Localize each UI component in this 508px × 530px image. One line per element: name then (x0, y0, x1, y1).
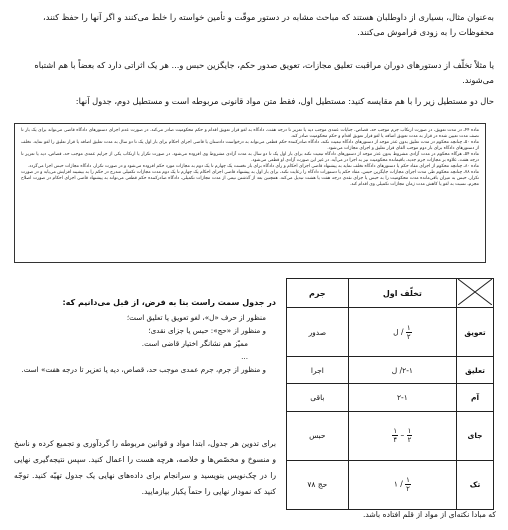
table-explanation (14, 296, 276, 376)
first-violation-cell: ۲-۱/ ل (348, 357, 456, 384)
fraction (407, 427, 413, 444)
article-78: ماده ۷۸ـ چنانچه محکوم طی مدت اجرای مجازات جایگزین حبس، مفاد حکم یا دستورات دادگاه را رعایت نکند، برای بار اول به پیشنهاد قاضی اجرای احکام یک چهارم تا یک دوم مدت مجازات تکمیلی مندرج در حکم را به بیشینه افزایش می‌یابد و در صورت تکرار، حبس به میزان باقی‌مانده مدت محکومیت را به حبس یا جزای نقدی درجه هفت یا هشت تبدیل می‌کند. همچنین بعد از گذشتن نیمی از مدت مجازات تکمیلی، دادگاه صادرکننده حکم قطعی می‌تواند به پیشنهاد قاضی اجرای احکام در صورت اصلاح مجرم، نسبت به لغو یا کاهش مدت زمان مجازات تکمیلی وی اقدام کند. (21, 170, 480, 188)
first-violation-cell (348, 411, 456, 460)
cell-text: / ۱ (393, 479, 403, 489)
row-label: تک (457, 460, 494, 509)
intro-paragraph-2: یا مثلاً تخلّف از دستورهای دوران مراقبت تعلیق مجازات، تعویق صدور حکم، جایگزین حبس و... هر یک اثراتی دارد که بعضاً با هم اشتباه می‌شوند. (34, 60, 494, 85)
diagonal-cross-icon (458, 279, 492, 305)
fraction-numerator: ۱ (406, 323, 411, 332)
article-80: ماده ۸۰ـ چنانچه محکوم از اجرای مفاد حکم یا دستورهای دادگاه تخلف نماید به پیشنهاد قاضی اجرای احکام و رأی دادگاه برای بار نخست یک چهارم تا یک دوم به مجازات مورد حکم افزوده می‌شود و در صورت تکرار، دادگاه مجازات حبس اجرا می‌گردد. (27, 164, 479, 170)
table-row (287, 357, 494, 384)
header-crime: جرم (287, 279, 349, 308)
explanation-line: و منظور از «حج»: حبس یا جزای نقدی؛ (148, 326, 266, 335)
bottom-paragraph: برای تدوین هر جدول، ابتدا مواد و قوانین مربوطه را گردآوری و تجمیع کرده و ناسخ و منسوخ و مخصّص‌ها و خلاصه، هرچه هست را اعمال کنید. سپس نتیجه‌گیری نهایی را در چک‌نویس بنویسید و سرانجام برای داده‌های نهایی یک جدول تهیّه کنید. توجّه کنید که نمودار نهایی را حتماً یکبار بیازمایید. (14, 439, 276, 496)
row-label: تعویق (457, 308, 494, 357)
crime-cell: صدور (287, 308, 349, 357)
article-44: ماده ۴۴ـ در مدت تعویق، در صورت ارتکاب جرم موجب حد، قصاص، جنایات عمدی موجب دیه یا تعزیر تا درجه هفت، دادگاه به لغو قرار تعویق اقدام و حکم محکومیت صادر می‌کند. در صورت عدم اجرای دستورهای دادگاه قاضی می‌تواند برای یک بار تا نصف مدت تعیین شده در قرار به مدت تعویق اضافه یا لغو قرار تعویق اقدام و حکم محکومیت صادر کند. (21, 128, 479, 140)
article-54: ماده ۵۴ـ هرگاه محکوم در مدت آزادی مشروط بدون عذر موجه از دستورهای دادگاه تبعیت نکند برای بار اول یک تا دو سال به مدت آزادی مشروط وی افزوده می‌شود. در صورت تکرار یا ارتکاب یکی از جرایم عمدی موجب حد، قصاص، دیه یا تعزیر تا درجه هفت، علاوه بر مجازات جرم جدید، باقیمانده محکومیت نیز به اجرا در می‌آید. در غیر این صورت آزادی او قطعی می‌شود. (21, 152, 480, 164)
violations-table (286, 278, 494, 510)
first-violation-cell (348, 460, 456, 509)
row-label: جای (457, 411, 494, 460)
fraction-denominator: ۲ (406, 332, 411, 341)
fraction (392, 427, 398, 444)
crime-cell: اجرا (287, 357, 349, 384)
row-label: تعلیق (457, 357, 494, 384)
crime-cell: حج ۷۸ (287, 460, 349, 509)
table-header-row (287, 279, 494, 308)
fraction (406, 324, 412, 341)
table-row (287, 384, 494, 411)
fraction-denominator: ۴ (393, 436, 398, 445)
tail-line: که مبادا نکته‌ای از مواد از قلم افتاده باشد. (362, 510, 496, 519)
crime-cell: حبس (287, 411, 349, 460)
explanation-line: ... (241, 352, 248, 361)
table-row (287, 411, 494, 460)
intro-paragraph-3: حال دو مستطیل زیر را با هم مقایسه کنید: مستطیل اول، فقط متن مواد قانونی مربوطه است و مستطیل دوم، جدول آنها: (75, 96, 494, 106)
law-articles-box (14, 123, 486, 263)
dash-icon: – (400, 430, 405, 440)
corner-cell (457, 279, 494, 308)
fraction-denominator: ۲ (406, 485, 410, 494)
cell-text: / ل (393, 327, 404, 337)
explanation-heading: در جدول سمت راست بنا به فرض، از قبل می‌دانیم که: (62, 298, 276, 307)
explanation-line: و منظور از جرم، جرم عمدی موجب حد، قصاص، دیه یا تعزیر تا درجه هفت» است. (21, 365, 266, 374)
row-label: آم (457, 384, 494, 411)
intro-paragraph-1: به‌عنوان مثال، بسیاری از داوطلبان هستند که مباحث مشابه در دستور موقّت و تأمین خواسته را خلط می‌کنند و اگر آنها را حفظ کنند، محفوظات را به زودی فراموش می‌کنند. (43, 12, 494, 37)
first-violation-cell: ۲-۱ (348, 384, 456, 411)
fraction-denominator: ۲ (407, 436, 412, 445)
fraction-numerator: ۱ (406, 476, 410, 485)
fraction-numerator: ۱ (393, 427, 398, 436)
first-violation-cell (348, 308, 456, 357)
article-50: ماده ۵۰ـ چنانچه محکوم در مدت تعلیق بدون عذر موجه از دستورهای دادگاه تبعیت نکند، دادگاه صادرکننده حکم قطعی می‌تواند به درخواست دادستان یا قاضی اجرای احکام برای بار اول یک تا دو سال به مدت تعلیق اضافه یا قرار تعلیق را لغو نماید. تخلف از دستورهای دادگاه برای بار دوم موجب الغای قرار تعلیق و اجرای مجازات می‌شود. (21, 140, 479, 152)
fraction-numerator: ۱ (407, 427, 412, 436)
fraction (405, 476, 411, 493)
table-row (287, 460, 494, 509)
explanation-line: منظور از حرف «ل»، لغو تعویق یا تعلیق است؛ (126, 313, 266, 322)
header-first-violation: تخلّف اول (348, 279, 456, 308)
explanation-line: ممیّز هم نشانگر اختیار قاضی است. (141, 339, 248, 348)
table-row (287, 308, 494, 357)
crime-cell: باقی (287, 384, 349, 411)
